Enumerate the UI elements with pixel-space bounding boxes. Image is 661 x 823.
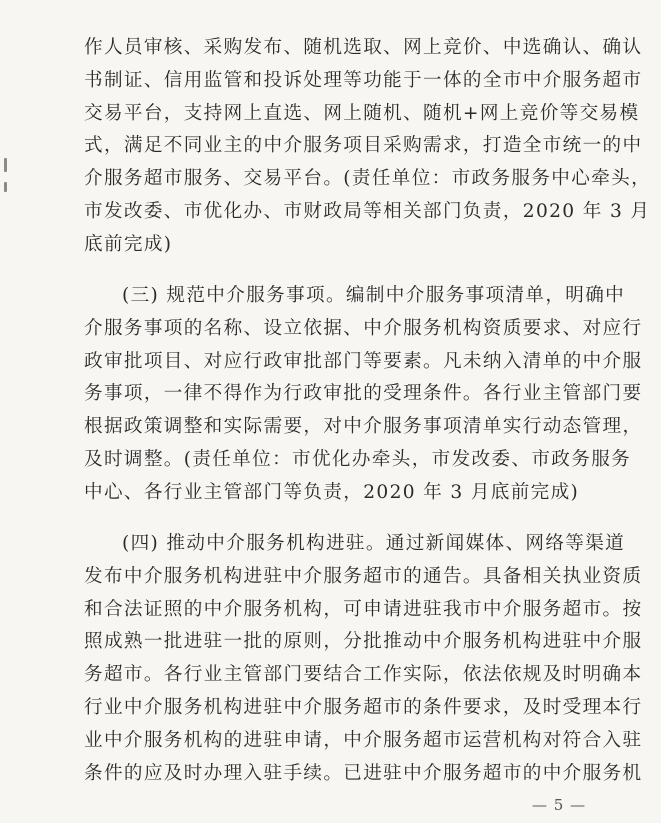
- paragraph-continued: [84, 32, 652, 262]
- text-line: 照成熟一批进驻一批的原则，分批推动中介服务机构进驻中介服: [84, 631, 643, 653]
- text-line: 业中介服务机构的进驻申请，中介服务超市运营机构对符合入驻: [84, 729, 643, 751]
- text-line: 介服务超市服务、交易平台。(责任单位：市政务服务中心牵头，: [84, 168, 652, 190]
- text-line: 根据政策调整和实际需要，对中介服务事项清单实行动态管理，: [84, 416, 643, 438]
- text-line: 中心、各行业主管部门等负责，2020 年 3 月底前完成): [84, 481, 580, 503]
- text-line: 作人员审核、采购发布、随机选取、网上竞价、中选确认、确认: [84, 37, 643, 58]
- text-line: 行业中介服务机构进驻中介服务超市的条件要求，及时受理本行: [84, 696, 643, 718]
- text-line: 式，满足不同业主的中介服务项目采购需求，打造全市统一的中: [84, 135, 643, 157]
- text-line: 政审批项目、对应行政审批部门等要素。凡未纳入清单的中介服: [84, 350, 643, 372]
- text-line: 务事项，一律不得作为行政审批的受理条件。各行业主管部门要: [84, 383, 643, 405]
- text-line: 底前完成): [84, 233, 173, 255]
- paragraph-section-3: [84, 280, 643, 510]
- scan-edge-mark: [4, 158, 7, 172]
- page-number: — 5 —: [532, 796, 587, 814]
- text-line: 书制证、信用监管和投诉处理等功能于一体的全市中介服务超市: [84, 69, 643, 91]
- text-line: 交易平台，支持网上直选、网上随机、随机+网上竞价等交易模: [84, 102, 640, 124]
- text-line: 发布中介服务机构进驻中介服务超市的通告。具备相关执业资质: [84, 565, 643, 587]
- text-line: 市发改委、市优化办、市财政局等相关部门负责，2020 年 3 月: [84, 200, 651, 222]
- text-line: 务超市。各行业主管部门要结合工作实际，依法依规及时明确本: [84, 664, 643, 686]
- scan-edge-mark: [4, 182, 7, 192]
- text-line: 及时调整。(责任单位：市优化办牵头，市发改委、市政务服务: [84, 448, 632, 470]
- text-line: (三) 规范中介服务事项。编制中介服务事项清单，明确中: [122, 285, 626, 306]
- text-line: 条件的应及时办理入驻手续。已进驻中介服务超市的中介服务机: [84, 762, 643, 784]
- text-line: (四) 推动中介服务机构进驻。通过新闻媒体、网络等渠道: [122, 533, 626, 554]
- text-line: 介服务事项的名称、设立依据、中介服务机构资质要求、对应行: [84, 317, 643, 339]
- text-line: 和合法证照的中介服务机构，可申请进驻我市中介服务超市。按: [84, 598, 643, 620]
- paragraph-section-4: [84, 528, 643, 790]
